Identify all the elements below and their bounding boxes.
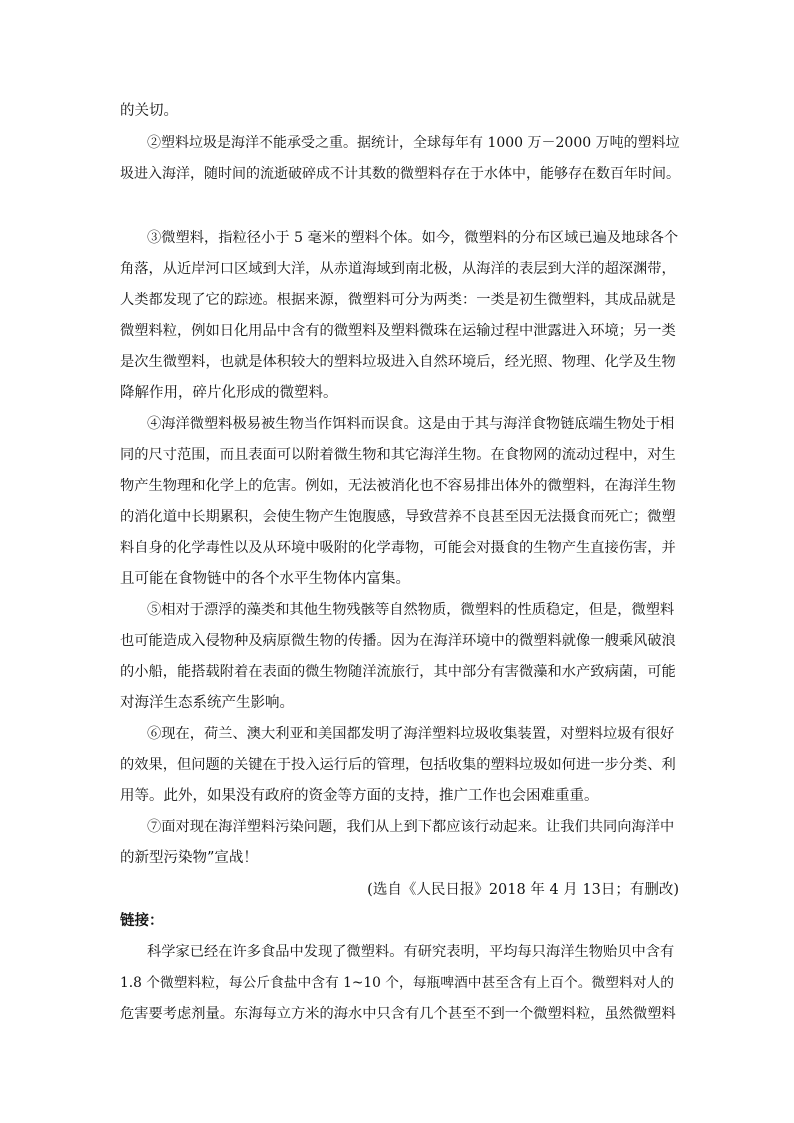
- paragraph-3-line-1: ③微塑料，指粒径小于 5 毫米的塑料个体。如今，微塑料的分布区域已遍及地球各个: [147, 230, 679, 246]
- paragraph-3-line-4: 微塑料粒，例如日化用品中含有的微塑料及塑料微珠在运输过程中泄露进入环境；另一类: [120, 323, 676, 339]
- paragraph-3-line-5: 是次生微塑料，也就是体积较大的塑料垃圾进入自然环境后，经光照、物理、化学及生物: [120, 354, 676, 370]
- paragraph-4-line-5: 料自身的化学毒性以及从环境中吸附的化学毒物，可能会对摄食的生物产生直接伤害，并: [120, 540, 676, 556]
- paragraph-6-line-3: 用等。此外，如果没有政府的资金等方面的支持，推广工作也会困难重重。: [120, 788, 599, 804]
- paragraph-5-line-2: 也可能造成入侵物种及病原微生物的传播。因为在海洋环境中的微塑料就像一艘乘风破浪: [120, 633, 676, 649]
- link-paragraph-line-3: 危害要考虑剂量。东海每立方米的海水中只含有几个甚至不到一个微塑料粒，虽然微塑料: [120, 1006, 676, 1022]
- paragraph-5-line-1: ⑤相对于漂浮的藻类和其他生物残骸等自然物质，微塑料的性质稳定，但是，微塑料: [147, 602, 675, 618]
- paragraph-6-line-1: ⑥现在，荷兰、澳大利亚和美国都发明了海洋塑料垃圾收集装置，对塑料垃圾有很好: [147, 726, 675, 742]
- paragraph-2-line-2: 圾进入海洋，随时间的流逝破碎成不计其数的微塑料存在于水体中，能够存在数百年时间。: [120, 166, 680, 182]
- paragraph-4-line-6: 且可能在食物链中的各个水平生物体内富集。: [120, 571, 410, 587]
- link-heading: 链接：: [120, 912, 164, 929]
- paragraph-2-line-1: ②塑料垃圾是海洋不能承受之重。据统计，全球每年有 1000 万－2000 万吨的塑料垃: [147, 135, 680, 151]
- paragraph-6-line-2: 的效果，但问题的关键在于投入运行后的管理，包括收集的塑料垃圾如何进一步分类、利: [120, 757, 676, 773]
- paragraph-7-line-2: 的新型污染物”宣战！: [120, 850, 258, 866]
- paragraph-3-line-2: 角落，从近岸河口区域到大洋，从赤道海域到南北极，从海洋的表层到大洋的超深渊带，: [120, 261, 676, 277]
- paragraph-4-line-4: 的消化道中长期累积，会使生物产生饱腹感，导致营养不良甚至因无法摄食而死亡；微塑: [120, 509, 676, 525]
- paragraph-5-line-4: 对海洋生态系统产生影响。: [120, 695, 294, 711]
- paragraph-4-line-2: 同的尺寸范围，而且表面可以附着微生物和其它海洋生物。在食物网的流动过程中，对生: [120, 447, 676, 463]
- paragraph-3-line-3: 人类都发现了它的踪迹。根据来源，微塑料可分为两类：一类是初生微塑料，其成品就是: [120, 292, 676, 308]
- source-citation: (选自《人民日报》2018 年 4 月 13日；有删改): [367, 882, 679, 898]
- link-paragraph-line-2: 1.8 个微塑料粒，每公斤食盐中含有 1~10 个，每瓶啤酒中甚至含有上百个。微塑料对人的: [120, 975, 674, 991]
- paragraph-5-line-3: 的小船，能搭载附着在表面的微生物随洋流旅行，其中部分有害微藻和水产致病菌，可能: [120, 664, 676, 680]
- paragraph-3-line-6: 降解作用，碎片化形成的微塑料。: [120, 385, 338, 401]
- paragraph-4-line-1: ④海洋微塑料极易被生物当作饵料而误食。这是由于其与海洋食物链底端生物处于相: [147, 416, 675, 432]
- paragraph-7-line-1: ⑦面对现在海洋塑料污染问题，我们从上到下都应该行动起来。让我们共同向海洋中: [147, 819, 675, 835]
- paragraph-1-line-1: 的关切。: [120, 103, 178, 119]
- link-paragraph-line-1: 科学家已经在许多食品中发现了微塑料。有研究表明，平均每只海洋生物贻贝中含有: [147, 944, 675, 960]
- paragraph-4-line-3: 物产生物理和化学上的危害。例如，无法被消化也不容易排出体外的微塑料，在海洋生物: [120, 478, 676, 494]
